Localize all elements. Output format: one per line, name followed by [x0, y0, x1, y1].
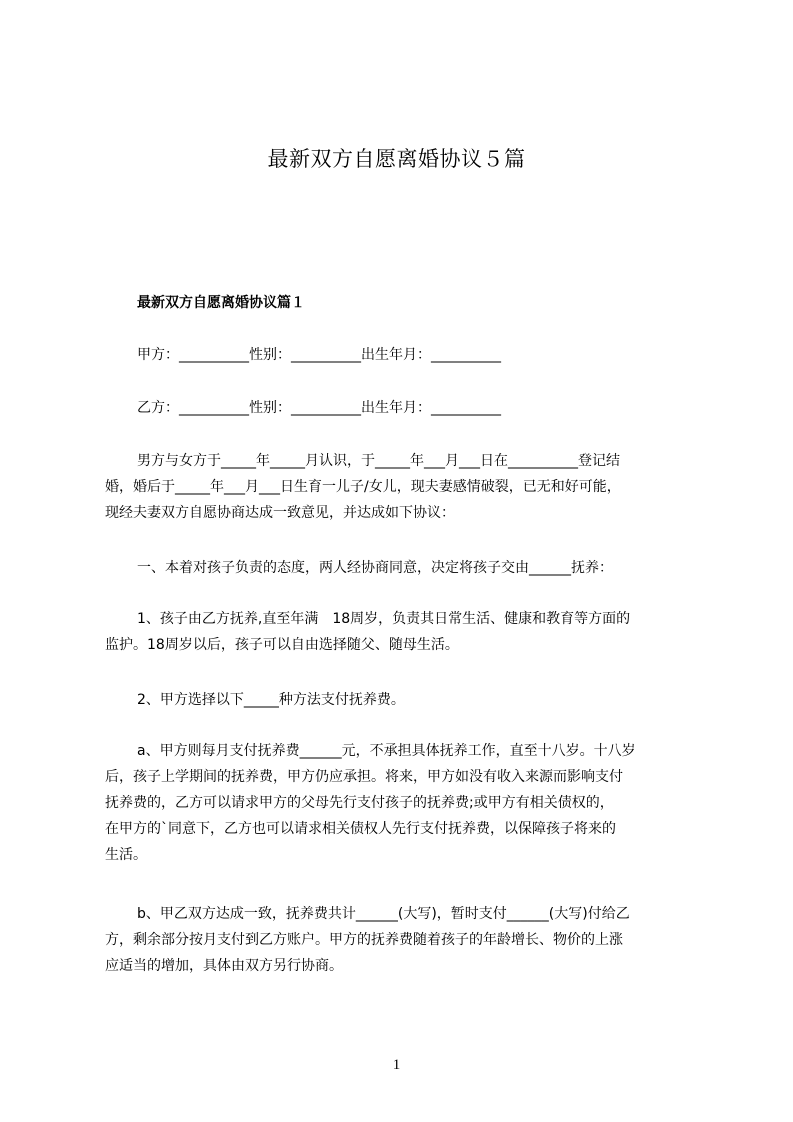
paragraph-line: 在甲方的`同意下，乙方也可以请求相关债权人先行支付抚养费，以保障孩子将来的: [105, 821, 616, 837]
item-b-paragraph: [105, 901, 705, 979]
document-title: 最新双方自愿离婚协议５篇: [267, 147, 526, 171]
paragraph-line: 男方与女方于_____年_____月认识，于_____年___月___日在__________登记结: [137, 453, 620, 469]
item-1-paragraph: [105, 606, 705, 658]
paragraph-line: 1、孩子由乙方抚养,直至年满 18周岁，负责其日常生活、健康和教育等方面的: [137, 611, 631, 627]
paragraph-line: 后，孩子上学期间的抚养费，甲方仍应承担。将来，甲方如没有收入来源而影响支付: [105, 769, 623, 785]
paragraph-line: b、甲乙双方达成一致，抚养费共计______(大写)，暂时支付______(大写)付给乙: [137, 906, 630, 922]
paragraph-line: 现经夫妻双方自愿协商达成一致意见，并达成如下协议：: [105, 505, 455, 521]
paragraph-line: 应适当的增加，具体由双方另行协商。: [105, 958, 343, 974]
paragraph-line: a、甲方则每月支付抚养费______元，不承担具体抚养工作，直至十八岁。十八岁: [137, 743, 636, 759]
paragraph-line: 抚养费的，乙方可以请求甲方的父母先行支付孩子的抚养费;或甲方有相关债权的，: [105, 795, 614, 811]
page-number: 1: [392, 1057, 401, 1073]
item-a-paragraph: [105, 738, 705, 868]
paragraph-line: 婚，婚后于_____年___月___日生育一儿子/女儿，现夫妻感情破裂，已无和好可能，: [105, 479, 621, 495]
section-heading: 最新双方自愿离婚协议篇１: [137, 295, 305, 311]
intro-paragraph: [105, 448, 705, 526]
party-a-line: 甲方：__________性别：__________出生年月：__________: [137, 347, 501, 363]
paragraph-line: 方，剩余部分按月支付到乙方账户。甲方的抚养费随着孩子的年龄增长、物价的上涨: [105, 932, 623, 948]
item-2: 2、甲方选择以下_____种方法支付抚养费。: [137, 692, 405, 708]
clause-1: 一、本着对孩子负责的态度，两人经协商同意，决定将孩子交由______抚养：: [137, 560, 613, 576]
paragraph-line: 生活。: [105, 847, 147, 863]
party-b-line: 乙方：__________性别：__________出生年月：__________: [137, 400, 501, 416]
paragraph-line: 监护。18周岁以后，孩子可以自由选择随父、随母生活。: [105, 637, 459, 653]
